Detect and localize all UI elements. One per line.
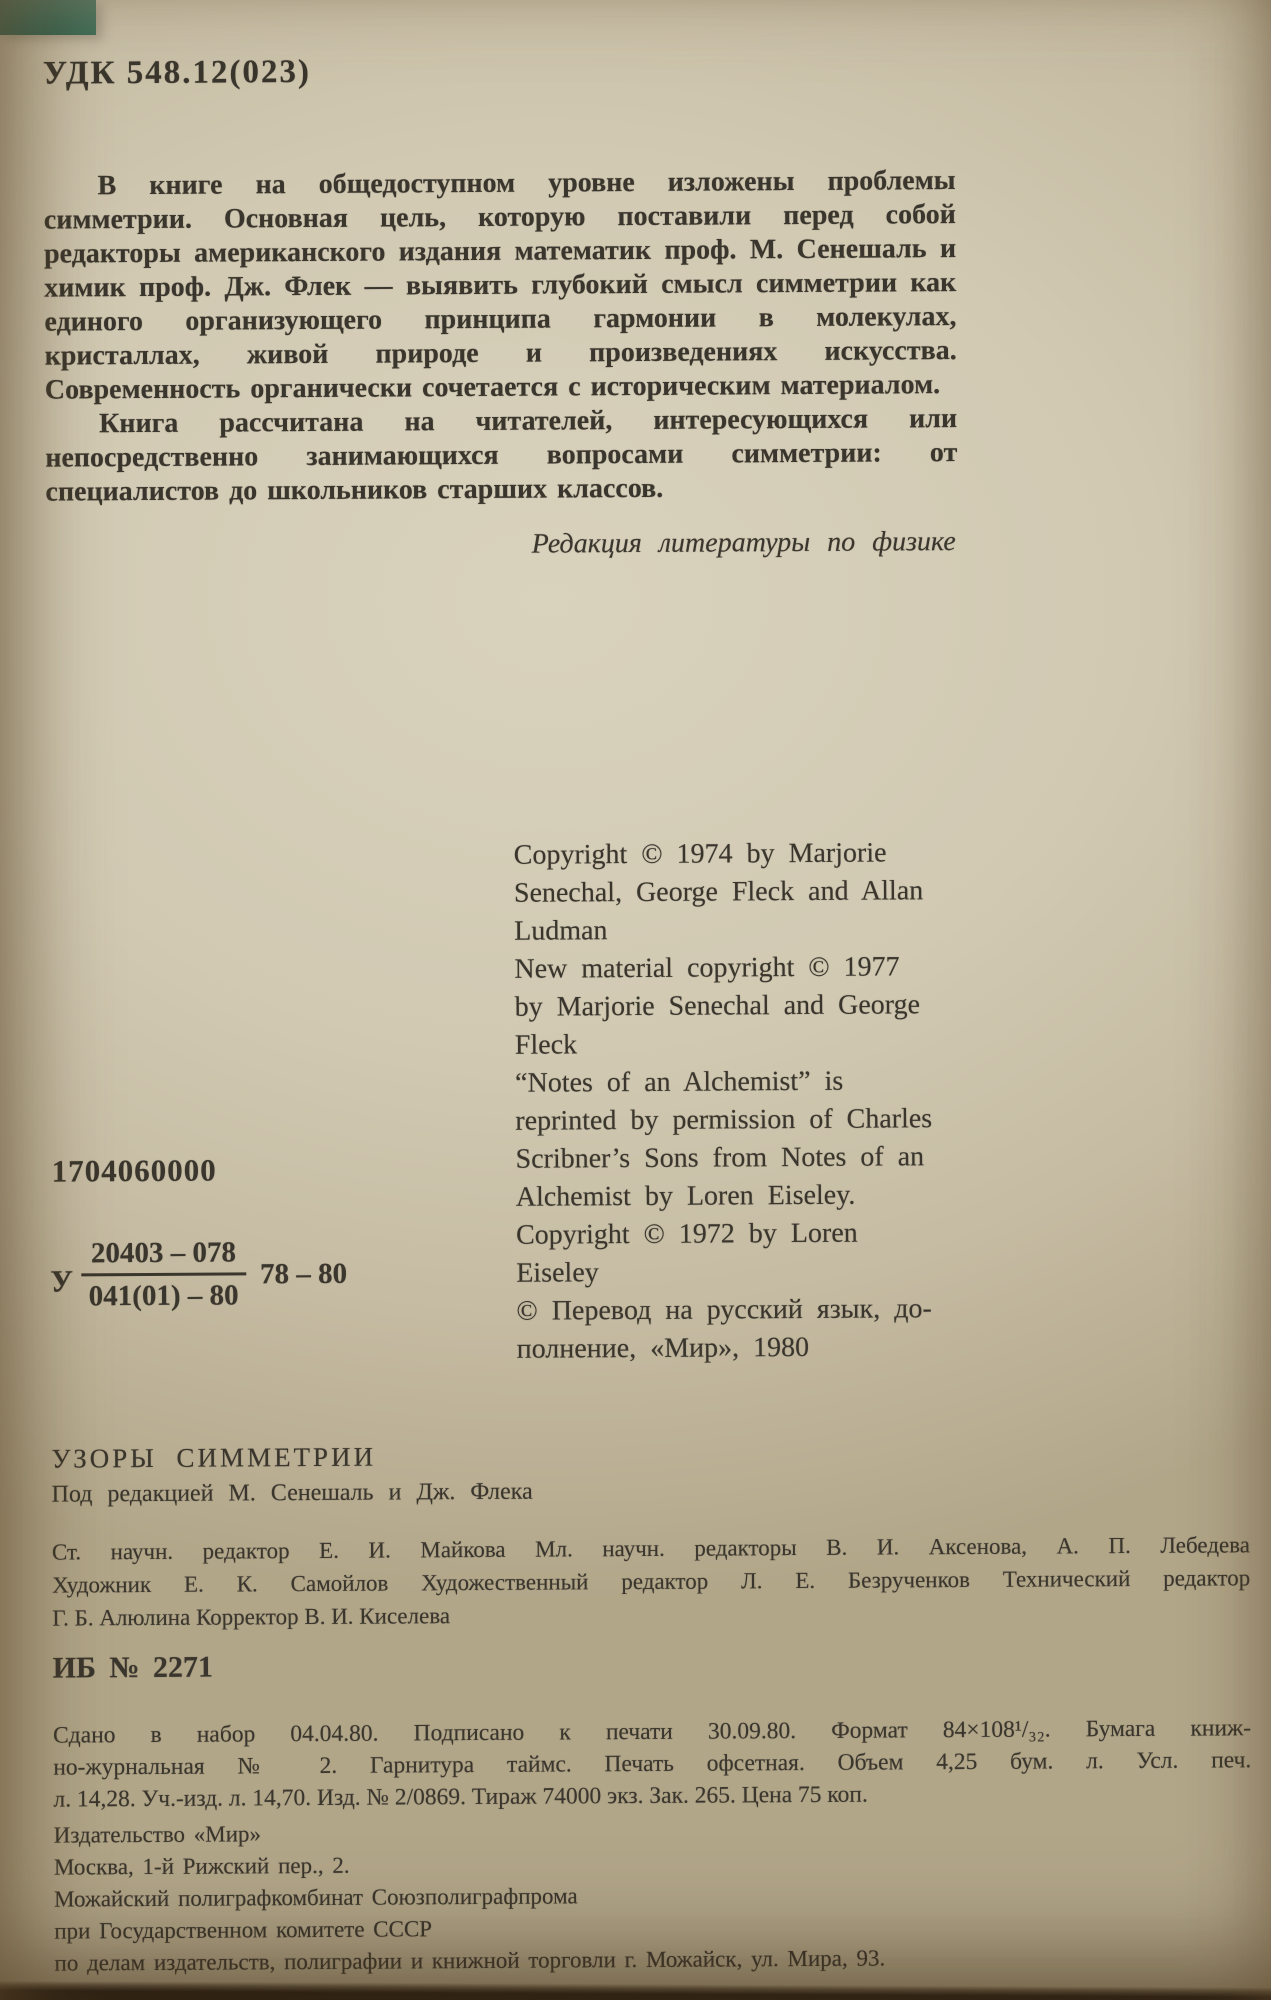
catalog-number: 1704060000 [51, 1152, 217, 1189]
copyright-line: reprinted by permission of Charles [515, 1103, 933, 1137]
book-title: УЗОРЫ СИММЕТРИИ [51, 1441, 377, 1474]
copyright-line: Eiseley [516, 1257, 599, 1289]
copyright-line: Fleck [514, 1029, 578, 1061]
imprint-line: Сдано в набор 04.04.80. Подписано к печати 30.09.80. Формат 84×108¹/₃₂. Бумага книж- [53, 1715, 1252, 1749]
copyright-line: Senechal, George Fleck and Allan [513, 875, 924, 909]
publisher-line: Издательство «Мир» [53, 1821, 262, 1848]
catalog-index-denominator: 041(01) – 80 [88, 1279, 239, 1313]
catalog-index-prefix: У [50, 1263, 74, 1299]
photo-corner-artifact [0, 0, 96, 35]
copyright-line: New material copyright © 1977 [514, 951, 900, 985]
annotation-block [44, 164, 958, 510]
catalog-index-numerator: 20403 – 078 [81, 1236, 246, 1276]
edited-by-line: Под редакцией М. Сенешаль и Дж. Флека [51, 1478, 533, 1508]
edition-note: Редакция литературы по физике [531, 526, 956, 560]
publisher-line: Москва, 1-й Рижский пер., 2. [53, 1852, 350, 1880]
editorial-staff-block [52, 1528, 1251, 1634]
copyright-line: Copyright © 1972 by Loren [515, 1217, 858, 1251]
copyright-line: полнение, «Мир», 1980 [516, 1331, 810, 1365]
publisher-block [54, 1812, 1253, 1979]
copyright-line: © Перевод на русский язык, до- [516, 1293, 932, 1327]
catalog-index-suffix: 78 – 80 [259, 1257, 348, 1290]
staff-line: Ст. научн. редактор Е. И. Майкова Мл. научн. редакторы В. И. Аксенова, А. П. Лебедева [51, 1532, 1251, 1565]
imprint-line: но-журнальная № 2. Гарнитура таймс. Печать офсетная. Объем 4,25 бум. л. Усл. печ. [53, 1747, 1252, 1781]
annotation-paragraph-1: В книге на общедоступном уровне изложены проблемы симметрии. Основная цель, которую поставили перед собой редакторы американского издания математик проф. М. Сенешаль и химик проф. Дж. Флек — выявить глубокий смысл симметрии как единого организующего принципа гармонии в молекулах, кристаллах, живой природе и произведениях искусства. Современность органически сочетается с историческим материалом. [43, 165, 957, 406]
print-data-block [53, 1712, 1252, 1815]
copyright-line: “Notes of an Alchemist” is [515, 1065, 844, 1099]
staff-line: Художник Е. К. Самойлов Художественный редактор Л. Е. Безрученков Технический редактор [52, 1565, 1251, 1598]
publisher-line: по делам издательств, полиграфии и книжной торговли г. Можайск, ул. Мира, 93. [54, 1945, 886, 1976]
copyright-line: Scribner’s Sons from Notes of an [515, 1141, 925, 1175]
copyright-line: Ludman [514, 915, 608, 947]
catalog-index-fraction [81, 1236, 246, 1313]
copyright-line: by Marjorie Senechal and George [514, 989, 921, 1023]
annotation-paragraph-2: Книга рассчитана на читателей, интересующихся или непосредственно занимающихся вопросами симметрии: от специалистов до школьников старших классов. [45, 403, 958, 508]
ib-number: ИБ № 2271 [52, 1650, 214, 1685]
udk-classification: УДК 548.12(023) [42, 53, 312, 92]
publisher-line: Можайский полиграфкомбинат Союзполиграфпрома [54, 1883, 578, 1912]
copyright-block [514, 834, 934, 1369]
catalog-index-formula [50, 1236, 347, 1314]
copyright-line: Alchemist by Loren Eiseley. [515, 1179, 856, 1213]
publisher-line: при Государственном комитете СССР [54, 1916, 433, 1944]
imprint-line: л. 14,28. Уч.-изд. л. 14,70. Изд. № 2/0869. Тираж 74000 экз. Зак. 265. Цена 75 коп. [53, 1781, 868, 1813]
copyright-line: Copyright © 1974 by Marjorie [513, 837, 887, 871]
staff-line: Г. Б. Алюлина Корректор В. И. Киселева [52, 1603, 451, 1631]
